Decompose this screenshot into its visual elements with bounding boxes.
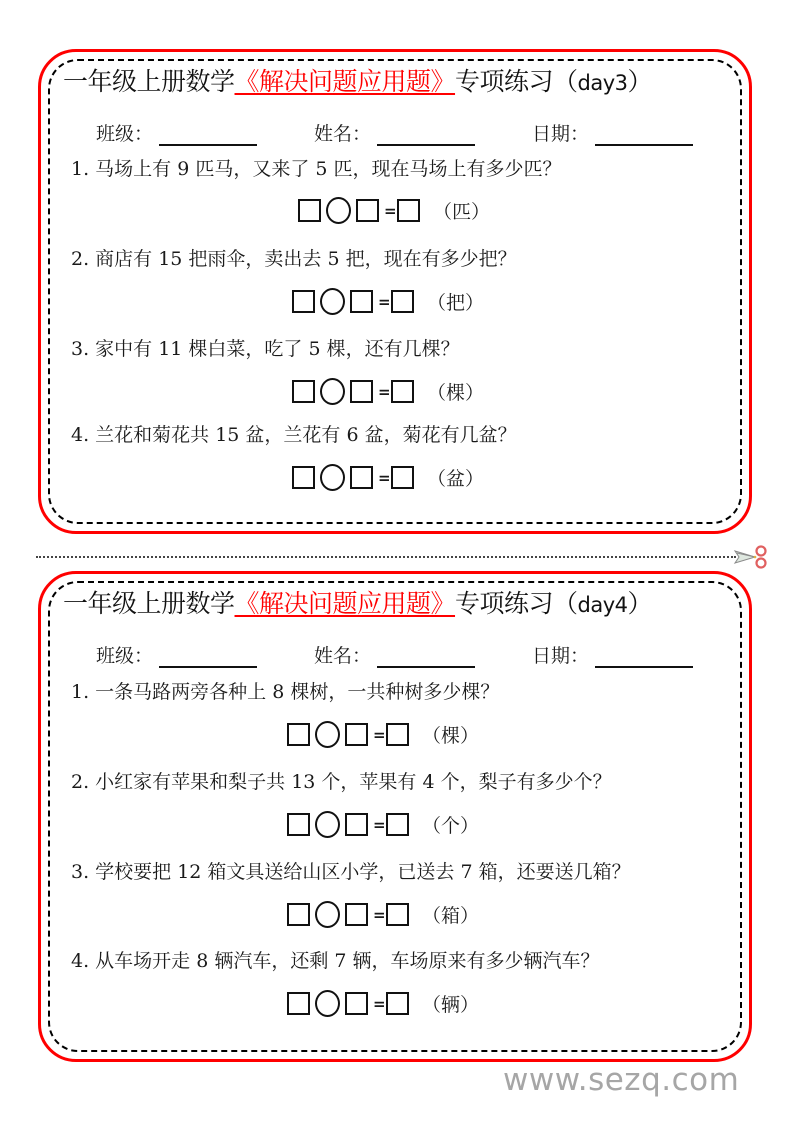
operator-circle[interactable] <box>320 464 345 491</box>
equation-4 <box>287 990 479 1017</box>
question-4: 4. 从车场开走 8 辆汽车，还剩 7 辆，车场原来有多少辆汽车？ <box>71 950 600 972</box>
name-label: 姓名： <box>314 645 372 667</box>
equals-sign: = <box>373 815 386 834</box>
unit-label: （棵） <box>422 725 480 747</box>
class-blank[interactable] <box>159 646 257 668</box>
date-blank[interactable] <box>595 124 693 146</box>
question-3: 3. 家中有 11 棵白菜，吃了 5 棵，还有几棵？ <box>71 338 460 360</box>
watermark: www.sezq.com <box>503 1062 740 1098</box>
class-field <box>96 119 257 146</box>
equation-4 <box>292 464 484 491</box>
question-2: 2. 小红家有苹果和梨子共 13 个，苹果有 4 个，梨子有多少个？ <box>71 771 612 793</box>
class-label: 班级： <box>96 645 154 667</box>
answer-box-operand1[interactable] <box>287 903 310 926</box>
title-highlight: 《解决问题应用题》 <box>234 589 456 618</box>
answer-box-operand2[interactable] <box>350 380 373 403</box>
worksheet-title <box>63 584 652 620</box>
operator-circle[interactable] <box>315 811 340 838</box>
unit-label: （匹） <box>433 201 491 223</box>
operator-circle[interactable] <box>315 901 340 928</box>
equation-1 <box>287 721 479 748</box>
title-close: ） <box>627 589 653 618</box>
answer-box-operand2[interactable] <box>350 290 373 313</box>
answer-box-operand1[interactable] <box>292 380 315 403</box>
date-field <box>532 641 693 668</box>
answer-box-operand2[interactable] <box>345 992 368 1015</box>
date-field <box>532 119 693 146</box>
date-label: 日期： <box>532 645 590 667</box>
operator-circle[interactable] <box>315 990 340 1017</box>
unit-label: （辆） <box>422 994 480 1016</box>
question-4: 4. 兰花和菊花共 15 盆，兰花有 6 盆，菊花有几盆？ <box>71 424 517 446</box>
cut-line <box>36 556 736 558</box>
unit-label: （箱） <box>422 905 480 927</box>
answer-box-result[interactable] <box>391 290 414 313</box>
equals-sign: = <box>373 905 386 924</box>
name-blank[interactable] <box>377 646 475 668</box>
class-blank[interactable] <box>159 124 257 146</box>
answer-box-result[interactable] <box>386 903 409 926</box>
question-2: 2. 商店有 15 把雨伞，卖出去 5 把，现在有多少把？ <box>71 248 517 270</box>
date-blank[interactable] <box>595 646 693 668</box>
equation-3 <box>292 378 484 405</box>
equals-sign: = <box>378 382 391 401</box>
unit-label: （个） <box>422 815 480 837</box>
class-label: 班级： <box>96 123 154 145</box>
answer-box-operand1[interactable] <box>292 290 315 313</box>
equation-3 <box>287 901 479 928</box>
title-close: ） <box>627 67 653 96</box>
unit-label: （把） <box>427 292 485 314</box>
answer-box-result[interactable] <box>391 466 414 489</box>
title-suffix: 专项练习（ <box>455 589 578 618</box>
operator-circle[interactable] <box>315 721 340 748</box>
equals-sign: = <box>378 468 391 487</box>
scissors-icon <box>733 545 769 569</box>
title-suffix: 专项练习（ <box>455 67 578 96</box>
answer-box-operand1[interactable] <box>287 723 310 746</box>
answer-box-operand1[interactable] <box>287 992 310 1015</box>
operator-circle[interactable] <box>320 378 345 405</box>
unit-label: （盆） <box>427 468 485 490</box>
answer-box-result[interactable] <box>386 813 409 836</box>
worksheet-title <box>63 62 652 98</box>
question-3: 3. 学校要把 12 箱文具送给山区小学，已送去 7 箱，还要送几箱？ <box>71 861 631 883</box>
worksheet-card-day3 <box>38 49 752 534</box>
answer-box-operand1[interactable] <box>292 466 315 489</box>
answer-box-operand2[interactable] <box>345 813 368 836</box>
class-field <box>96 641 257 668</box>
name-label: 姓名： <box>314 123 372 145</box>
answer-box-result[interactable] <box>397 199 420 222</box>
operator-circle[interactable] <box>320 288 345 315</box>
title-highlight: 《解决问题应用题》 <box>234 67 456 96</box>
title-prefix: 一年级上册数学 <box>63 67 235 96</box>
answer-box-result[interactable] <box>391 380 414 403</box>
question-1: 1. 马场上有 9 匹马，又来了 5 匹，现在马场上有多少匹？ <box>71 158 562 180</box>
name-blank[interactable] <box>377 124 475 146</box>
equation-2 <box>287 811 479 838</box>
title-prefix: 一年级上册数学 <box>63 589 235 618</box>
answer-box-operand2[interactable] <box>345 903 368 926</box>
equation-2 <box>292 288 484 315</box>
day-label: day4 <box>577 593 628 617</box>
equation-1 <box>298 197 490 224</box>
answer-box-result[interactable] <box>386 992 409 1015</box>
answer-box-operand2[interactable] <box>356 199 379 222</box>
answer-box-operand2[interactable] <box>350 466 373 489</box>
equals-sign: = <box>373 994 386 1013</box>
answer-box-operand2[interactable] <box>345 723 368 746</box>
answer-box-result[interactable] <box>386 723 409 746</box>
day-label: day3 <box>577 71 628 95</box>
question-1: 1. 一条马路两旁各种上 8 棵树，一共种树多少棵？ <box>71 681 500 703</box>
equals-sign: = <box>378 292 391 311</box>
name-field <box>314 641 475 668</box>
unit-label: （棵） <box>427 382 485 404</box>
answer-box-operand1[interactable] <box>287 813 310 836</box>
equals-sign: = <box>373 725 386 744</box>
answer-box-operand1[interactable] <box>298 199 321 222</box>
worksheet-card-day4 <box>38 571 752 1062</box>
name-field <box>314 119 475 146</box>
operator-circle[interactable] <box>326 197 351 224</box>
date-label: 日期： <box>532 123 590 145</box>
equals-sign: = <box>384 201 397 220</box>
